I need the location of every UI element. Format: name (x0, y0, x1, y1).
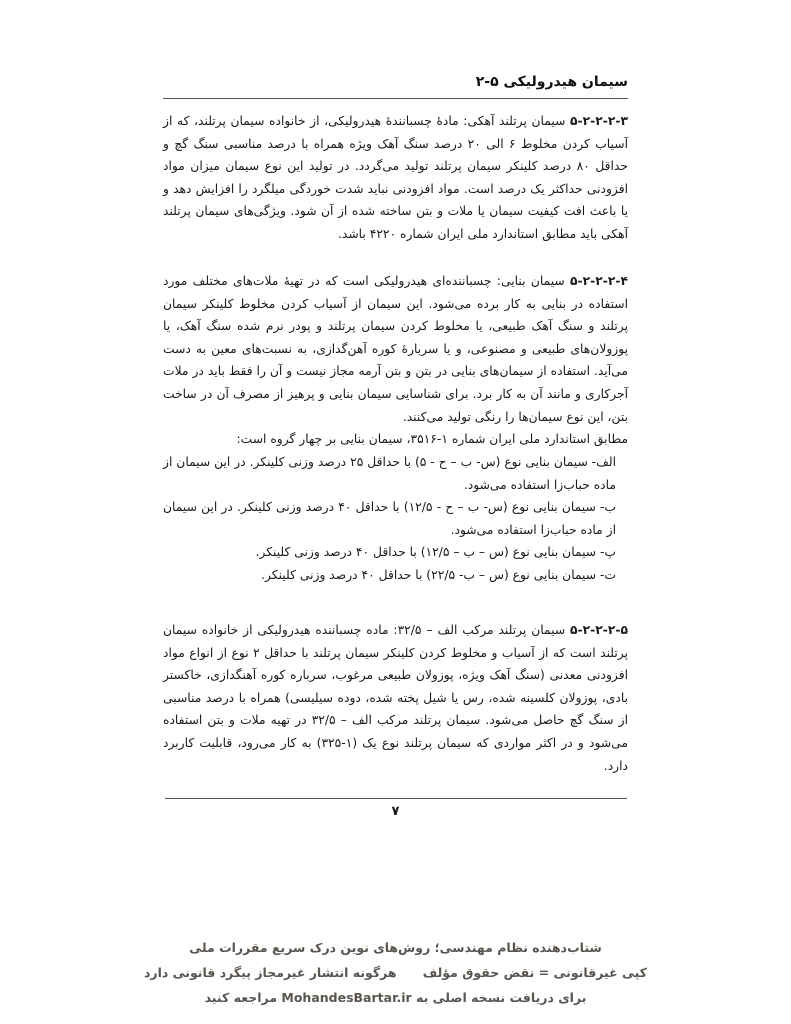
paragraph-text: سیمان پرتلند مرکب الف – ۳۲/۵: ماده چسباننده هیدرولیکی از خانواده سیمان پرتلند است که از آسیاب و مخلوط کردن کلینکر سیمان پرتلند با حداقل ۲ نوع از انواع مواد افزودنی معدنی (سنگ آهک ویژه، پوزولان طبیعی مرغوب، سرباره کوره آهنگدازی، خاکستر بادی، پوزولان کلسینه شده، رس یا شیل پخته شده، دوده سیلیسی) همراه با درصد مناسبی از سنگ گچ حاصل می‌شود. سیمان پرتلند مرکب الف – ۳۲/۵ در تهیه ملات و بتن استفاده می‌شود و در اکثر مواردی که سیمان پرتلند نوع یک (۱-۳۲۵) به کار می‌رود، قابلیت کاربرد دارد. (163, 623, 628, 773)
watermark-line-1: شتاب‌دهنده نظام مهندسی؛ روش‌های نوین درک سریع مقررات ملی (189, 940, 602, 955)
standard-intro-text: مطابق استاندارد ملی ایران شماره ۱-۳۵۱۶، سیمان بنایی بر چهار گروه است: (236, 432, 628, 446)
watermark-line-3-prefix: برای دریافت نسخه اصلی به (411, 990, 587, 1005)
standard-intro (163, 428, 628, 451)
paragraph-masonry-cement (163, 270, 628, 428)
masonry-cement-types-list (163, 451, 616, 587)
section-number: ۵-۲-۲-۲-۵ (570, 623, 628, 637)
watermark (0, 935, 791, 1010)
list-item: ت- سیمان بنایی نوع (س – ب- ۲۲/۵) با حداقل ۴۰ درصد وزنی کلینکر. (261, 567, 616, 582)
page-number: ۷ (391, 804, 400, 819)
section-title (163, 74, 628, 90)
watermark-line-3 (0, 985, 791, 1010)
paragraph-composite-portland-cement (163, 619, 628, 777)
paragraph-text: سیمان پرتلند آهکی: مادهٔ چسبانندهٔ هیدرولیکی، از خانواده سیمان پرتلند، که از آسیاب کردن مخلوط ۶ الی ۲۰ درصد سنگ آهک ویژه همراه با درصد مناسبی سنگ گچ و حداقل ۸۰ درصد کلینکر سیمان پرتلند تولید می‌گردد. در تولید این نوع سیمان میزان مواد افزودنی حداکثر یک درصد است. مواد افزودنی نباید شدت خوردگی میلگرد را افزایش دهد و یا باعث افت کیفیت سیمان یا ملات و بتن ساخته شده از آن شود. ویژگی‌های سیمان پرتلند آهکی باید مطابق استاندارد ملی ایران شماره ۴۲۲۰ باشد. (163, 114, 628, 241)
paragraph-text: سیمان بنایی: چسباننده‌ای هیدرولیکی است که در تهیهٔ ملات‌های مختلف مورد استفاده در بنایی به کار برده می‌شود. این سیمان از آسیاب کردن مخلوط کلینکر سیمان پرتلند و سنگ آهک طبیعی، یا مخلوط کردن سیمان پرتلند و پودر نرم شده سنگ آهک، یا پوزولان‌های طبیعی و مصنوعی، و یا سربارهٔ کوره آهن‌گدازی، به نسبت‌های معین به دست می‌آید. استفاده از سیمان‌های بنایی در بتن و بتن آرمه مجاز نیست و آن را فقط باید در ملات آجرکاری و مانند آن به کار برد. برای شناسایی سیمان بنایی و پرهیز از مصرف آن در ساخت بتن، این نوع سیمان‌ها را رنگی تولید می‌کنند. (163, 274, 628, 424)
header-divider (163, 98, 628, 99)
watermark-line-3-suffix: مراجعه کنید (204, 990, 282, 1005)
website-link[interactable]: MohandesBartar.ir (281, 990, 412, 1005)
section-title-text: ۲-۵ سیمان هیدرولیکی (475, 74, 628, 90)
paragraph-portland-limestone-cement (163, 110, 628, 246)
list-item: ب- سیمان بنایی نوع (س- ب – ح - ۱۲/۵) با حداقل ۴۰ درصد وزنی کلینکر. در این سیمان از ماده حباب‌زا استفاده می‌شود. (163, 500, 616, 537)
footer-divider (165, 798, 627, 799)
watermark-line-2: کپی غیرقانونی = نقض حقوق مؤلف هرگونه انتشار غیرمجاز پیگرد قانونی دارد (143, 965, 648, 980)
list-item: الف- سیمان بنایی نوع (س- ب – ح - ۵) با حداقل ۲۵ درصد وزنی کلینکر. در این سیمان از ماده حباب‌زا استفاده می‌شود. (163, 455, 617, 492)
list-item: پ- سیمان بنایی نوع (س – ب – ۱۲/۵) با حداقل ۴۰ درصد وزنی کلینکر. (255, 545, 616, 560)
section-number: ۵-۲-۲-۲-۳ (570, 114, 628, 128)
section-number: ۵-۲-۲-۲-۴ (570, 274, 628, 288)
